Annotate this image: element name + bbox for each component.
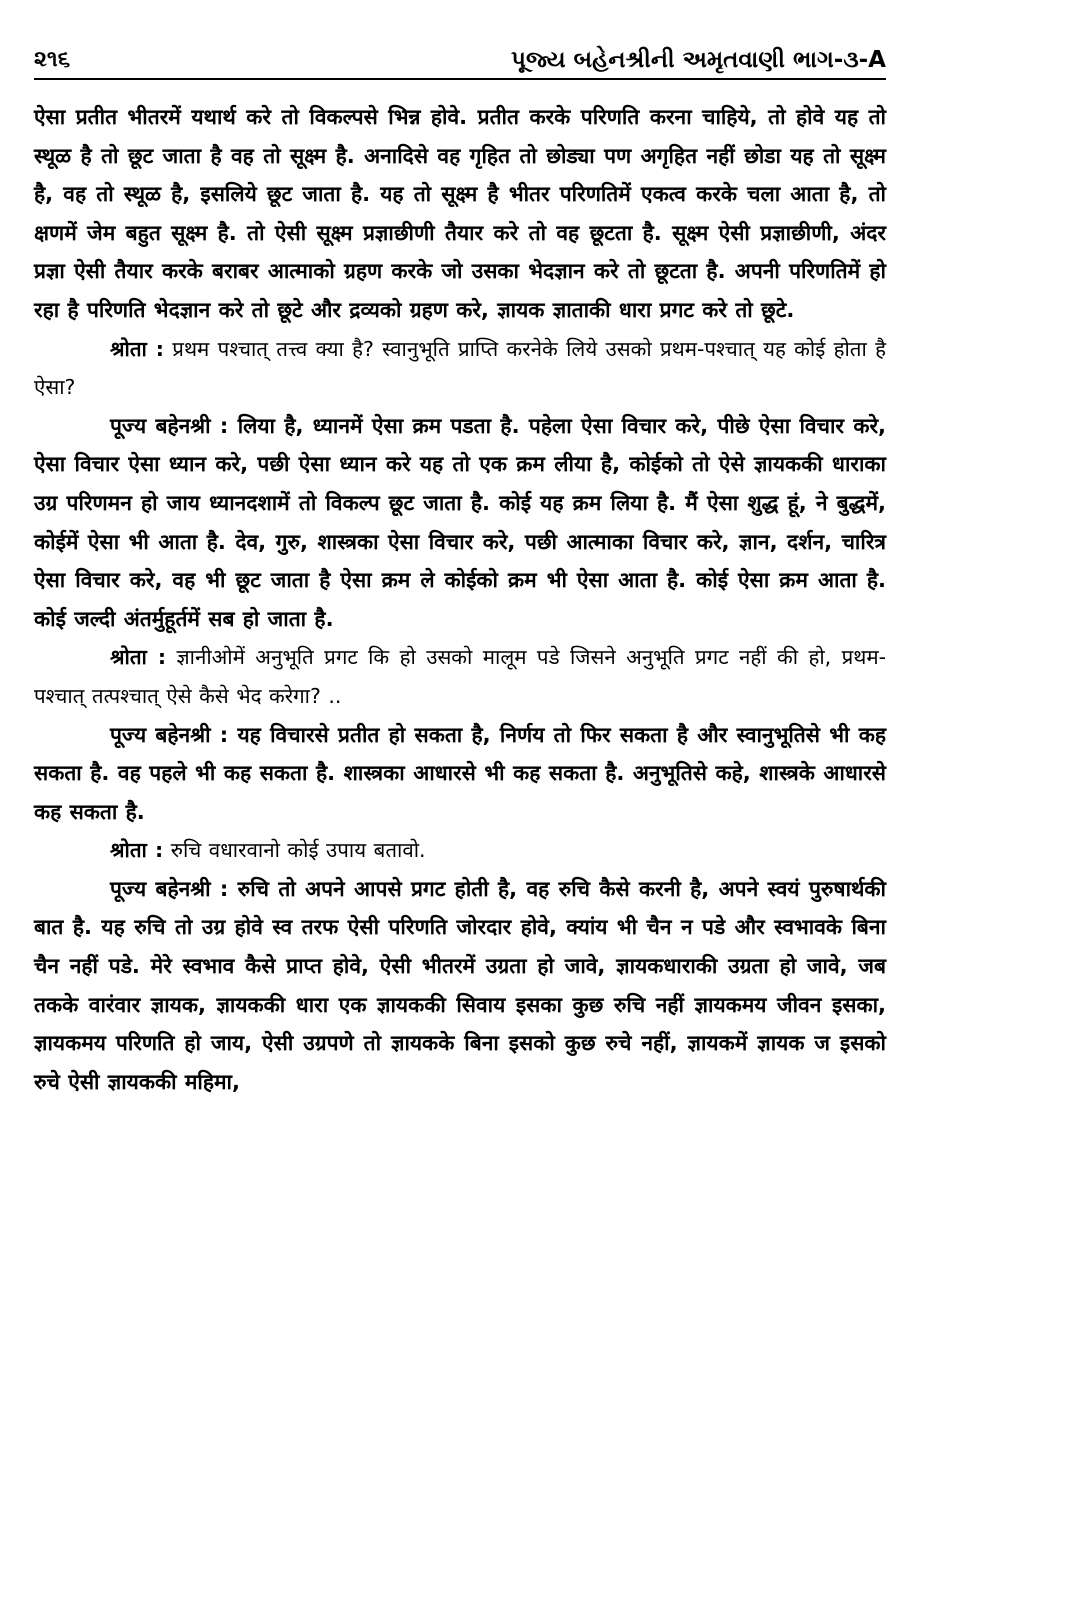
paragraph-text: ऐसा प्रतीत भीतरमें यथार्थ करे तो विकल्पसे भिन्न होवे. प्रतीत करके परिणति करना चाहिये, तो होवे यह तो स्थूळ है तो छूट जाता है वह तो सूक्ष्म है. अनादिसे वह गृहित तो छोड्या पण अगृहित नहीं छोडा यह तो सूक्ष्म है, वह तो स्थूळ है, इसलिये छूट जाता है. यह तो सूक्ष्म है भीतर परिणतिमें एकत्व करके चला आता है, तो क्षणमें जेम बहुत सूक्ष्म है. तो ऐसी सूक्ष्म प्रज्ञाछीणी तैयार करे तो वह छूटता है. सूक्ष्म ऐसी प्रज्ञाछीणी, अंदर प्रज्ञा ऐसी तैयार करके बराबर आत्माको ग्रहण करके जो उसका भेदज्ञान करे तो छूटता है. अपनी परिणतिमें हो रहा है परिणति भेदज्ञान करे तो छूटे और द्रव्यको ग्रहण करे, ज्ञायक ज्ञाताकी धारा प्रगट करे तो छूटे. — [34, 105, 886, 322]
paragraph — [34, 870, 886, 1102]
paragraph-text: यह विचारसे प्रतीत हो सकता है, निर्णय तो फिर सकता है और स्वानुभूतिसे भी कह सकता है. वह पहले भी कह सकता है. शास्त्रका आधारसे भी कह सकता है. अनुभूतिसे कहे, शास्त्रके आधारसे कह सकता है. — [34, 722, 886, 824]
speaker-label: पूज्य बहेनश्री : — [110, 722, 229, 747]
speaker-label: श्रोता : — [110, 645, 167, 670]
paragraph-text: रुचि तो अपने आपसे प्रगट होती है, वह रुचि कैसे करनी है, अपने स्वयं पुरुषार्थकी बात है. यह रुचि तो उग्र होवे स्व तरफ ऐसी परिणति जोरदार होवे, क्यांय भी चैन न पडे और स्वभावके बिना चैन नहीं पडे. मेरे स्वभाव कैसे प्राप्त होवे, ऐसी भीतरमें उग्रता हो जावे, ज्ञायकधाराकी उग्रता हो जावे, जब तकके वारंवार ज्ञायक, ज्ञायककी धारा एक ज्ञायककी सिवाय इसका कुछ रुचि नहीं ज्ञायकमय जीवन इसका, ज्ञायकमय परिणति हो जाय, ऐसी उग्रपणे तो ज्ञायकके बिना इसको कुछ रुचे नहीं, ज्ञायकमें ज्ञायक ज इसको रुचे ऐसी ज्ञायककी महिमा, — [34, 876, 886, 1094]
page — [34, 44, 886, 1101]
paragraph-text: ज्ञानीओमें अनुभूति प्रगट कि हो उसको मालूम पडे जिसने अनुभूति प्रगट नहीं की हो, प्रथम-पश्चात् तत्पश्चात् ऐसे कैसे भेद करेगा? .. — [34, 645, 886, 708]
paragraph — [34, 716, 886, 832]
page-content — [34, 98, 886, 1101]
speaker-label: पूज्य बहेनश्री : — [110, 413, 229, 438]
speaker-label: पूज्य बहेनश्री : — [110, 876, 229, 901]
paragraph-text: प्रथम पश्चात् तत्त्व क्या है? स्वानुभूति प्राप्ति करनेके लिये उसको प्रथम-पश्चात् यह कोई होता है ऐसा? — [34, 336, 886, 400]
paragraph — [34, 330, 886, 407]
paragraph — [34, 831, 886, 870]
paragraph-text: रुचि वधारवानो कोई उपाय बतावो. — [170, 838, 426, 863]
page-number: ૨૧૬ — [34, 47, 71, 72]
speaker-label: श्रोता : — [110, 838, 164, 863]
book-title: પૂજ્ય બહેનશ્રીની અમૃતવાણી ભાગ-૩-A — [511, 47, 886, 73]
paragraph — [34, 407, 886, 639]
page-header — [34, 44, 886, 80]
speaker-label: श्रोता : — [110, 336, 164, 361]
paragraph — [34, 98, 886, 330]
paragraph — [34, 638, 886, 715]
paragraph-text: लिया है, ध्यानमें ऐसा क्रम पडता है. पहेला ऐसा विचार करे, पीछे ऐसा विचार करे, ऐसा विचार ऐसा ध्यान करे, पछी ऐसा ध्यान करे यह तो एक क्रम लीया है, कोईको तो ऐसे ज्ञायककी धाराका उग्र परिणमन हो जाय ध्यानदशामें तो विकल्प छूट जाता है. कोई यह क्रम लिया है. मैं ऐसा शुद्ध हूं, ने बुद्धमें, कोईमें ऐसा भी आता है. देव, गुरु, शास्त्रका ऐसा विचार करे, पछी आत्माका विचार करे, ज्ञान, दर्शन, चारित्र ऐसा विचार करे, वह भी छूट जाता है ऐसा क्रम ले कोईको क्रम भी ऐसा आता है. कोई ऐसा क्रम आता है. कोई जल्दी अंतर्मुहूर्तमें सब हो जाता है. — [34, 413, 887, 631]
